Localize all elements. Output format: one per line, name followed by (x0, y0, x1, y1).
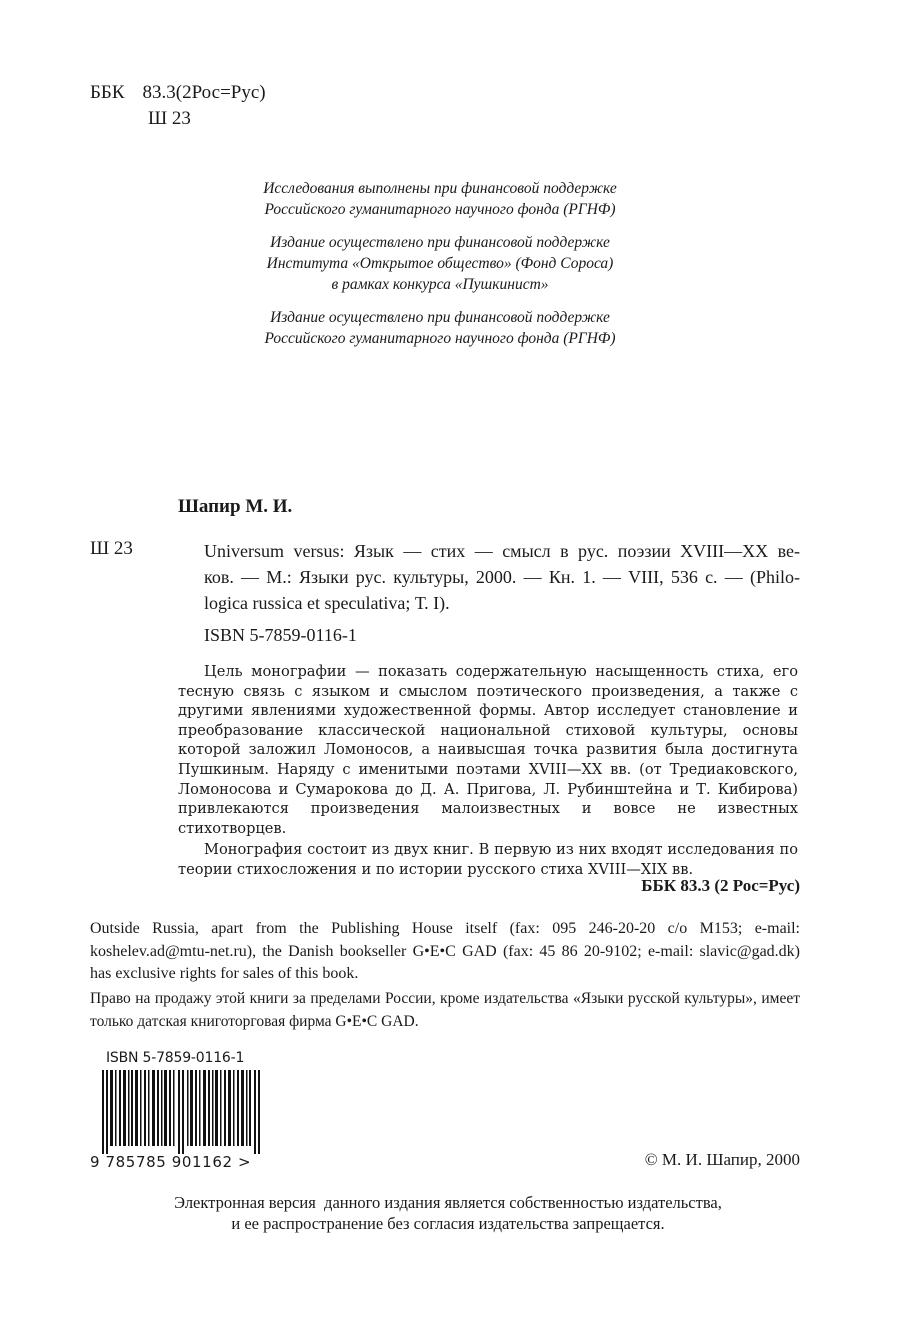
catalog-isbn: ISBN 5-7859-0116-1 (204, 625, 357, 645)
ebook-notice-line: и ее распространение без согласия издательства запрещается. (231, 1214, 665, 1233)
bbk-footer: ББК 83.3 (2 Рос=Рус) (641, 876, 800, 895)
rights-english: Outside Russia, apart from the Publishing House itself (fax: 095 246-20-20 c/o M153; e-mail: koshelev.ad@mtu-net.ru), the Danish bookseller G•E•C GAD (fax: 45 86 20-9102; e-mail: slavic@gad.dk) has exclusive rights for sales of this book. (90, 920, 800, 982)
citation-line: Universum versus: Язык — стих — смысл в рус. поэзии XVIII—XX ве- (204, 541, 800, 561)
funding-note (180, 232, 700, 295)
funding-note (180, 307, 700, 349)
ebook-notice (90, 1192, 806, 1234)
citation-line: ков. — М.: Языки рус. культуры, 2000. — Кн. 1. — VIII, 536 с. — (Philo- (204, 567, 800, 587)
funding-note (180, 178, 700, 220)
catalog-author: Шапир М. И. (178, 496, 293, 517)
funding-note-line: Российского гуманитарного научного фонда (РГНФ) (264, 201, 616, 218)
barcode-bars (100, 1070, 270, 1154)
barcode (90, 1050, 290, 1180)
catalog-abstract (178, 662, 798, 880)
funding-note-line: Исследования выполнены при финансовой поддержке (263, 180, 617, 197)
bbk-header (90, 80, 266, 132)
ebook-notice-line: Электронная версия данного издания является собственностью издательства, (174, 1193, 722, 1212)
catalog-citation (204, 538, 800, 616)
barcode-digits: 9 785785 901162 > (90, 1153, 252, 1171)
author-mark: Ш 23 (148, 108, 191, 129)
catalog-shelf-mark: Ш 23 (90, 538, 133, 559)
rights-russian: Право на продажу этой книги за пределами России, кроме издательства «Языки русской культуры», имеет только датская книготорговая фирма G•E•C GAD. (90, 990, 800, 1030)
bbk-code: 83.3(2Рос=Рус) (142, 82, 266, 103)
bbk-label: ББК (90, 82, 125, 103)
abstract-paragraph: Монография состоит из двух книг. В первую из них входят исследования по теории стихосложения и по истории русского стиха XVIII—XIX вв. (178, 841, 798, 878)
copyright: © М. И. Шапир, 2000 (644, 1150, 800, 1169)
funding-note-line: Издание осуществлено при финансовой поддержке (270, 234, 610, 251)
funding-note-line: Российского гуманитарного научного фонда (РГНФ) (264, 330, 616, 347)
funding-notes (180, 178, 700, 361)
citation-line: logica russica et speculativa; Т. I). (204, 593, 450, 613)
barcode-isbn-label: ISBN 5-7859-0116-1 (106, 1050, 245, 1066)
abstract-paragraph: Цель монографии — показать содержательную насыщенность стиха, его тесную связь с языком и смыслом поэтического произведения, а также с другими явлениями художественной формы. Автор исследует становление и преобразование классической национальной стиховой культуры, основы которой заложил Ломоносов, а наивысшая точка развития была достигнута Пушкиным. Наряду с именитыми поэтами XVIII—XX вв. (от Тредиаковского, Ломоносова и Сумарокова до Д. А. Пригова, Л. Рубинштейна и Т. Кибирова) привлекаются произведения малоизвестных и вовсе не известных стихотворцев. (178, 663, 798, 837)
funding-note-line: Издание осуществлено при финансовой поддержке (270, 309, 610, 326)
funding-note-line: Института «Открытое общество» (Фонд Сороса) (266, 255, 614, 272)
funding-note-line: в рамках конкурса «Пушкинист» (331, 276, 549, 293)
